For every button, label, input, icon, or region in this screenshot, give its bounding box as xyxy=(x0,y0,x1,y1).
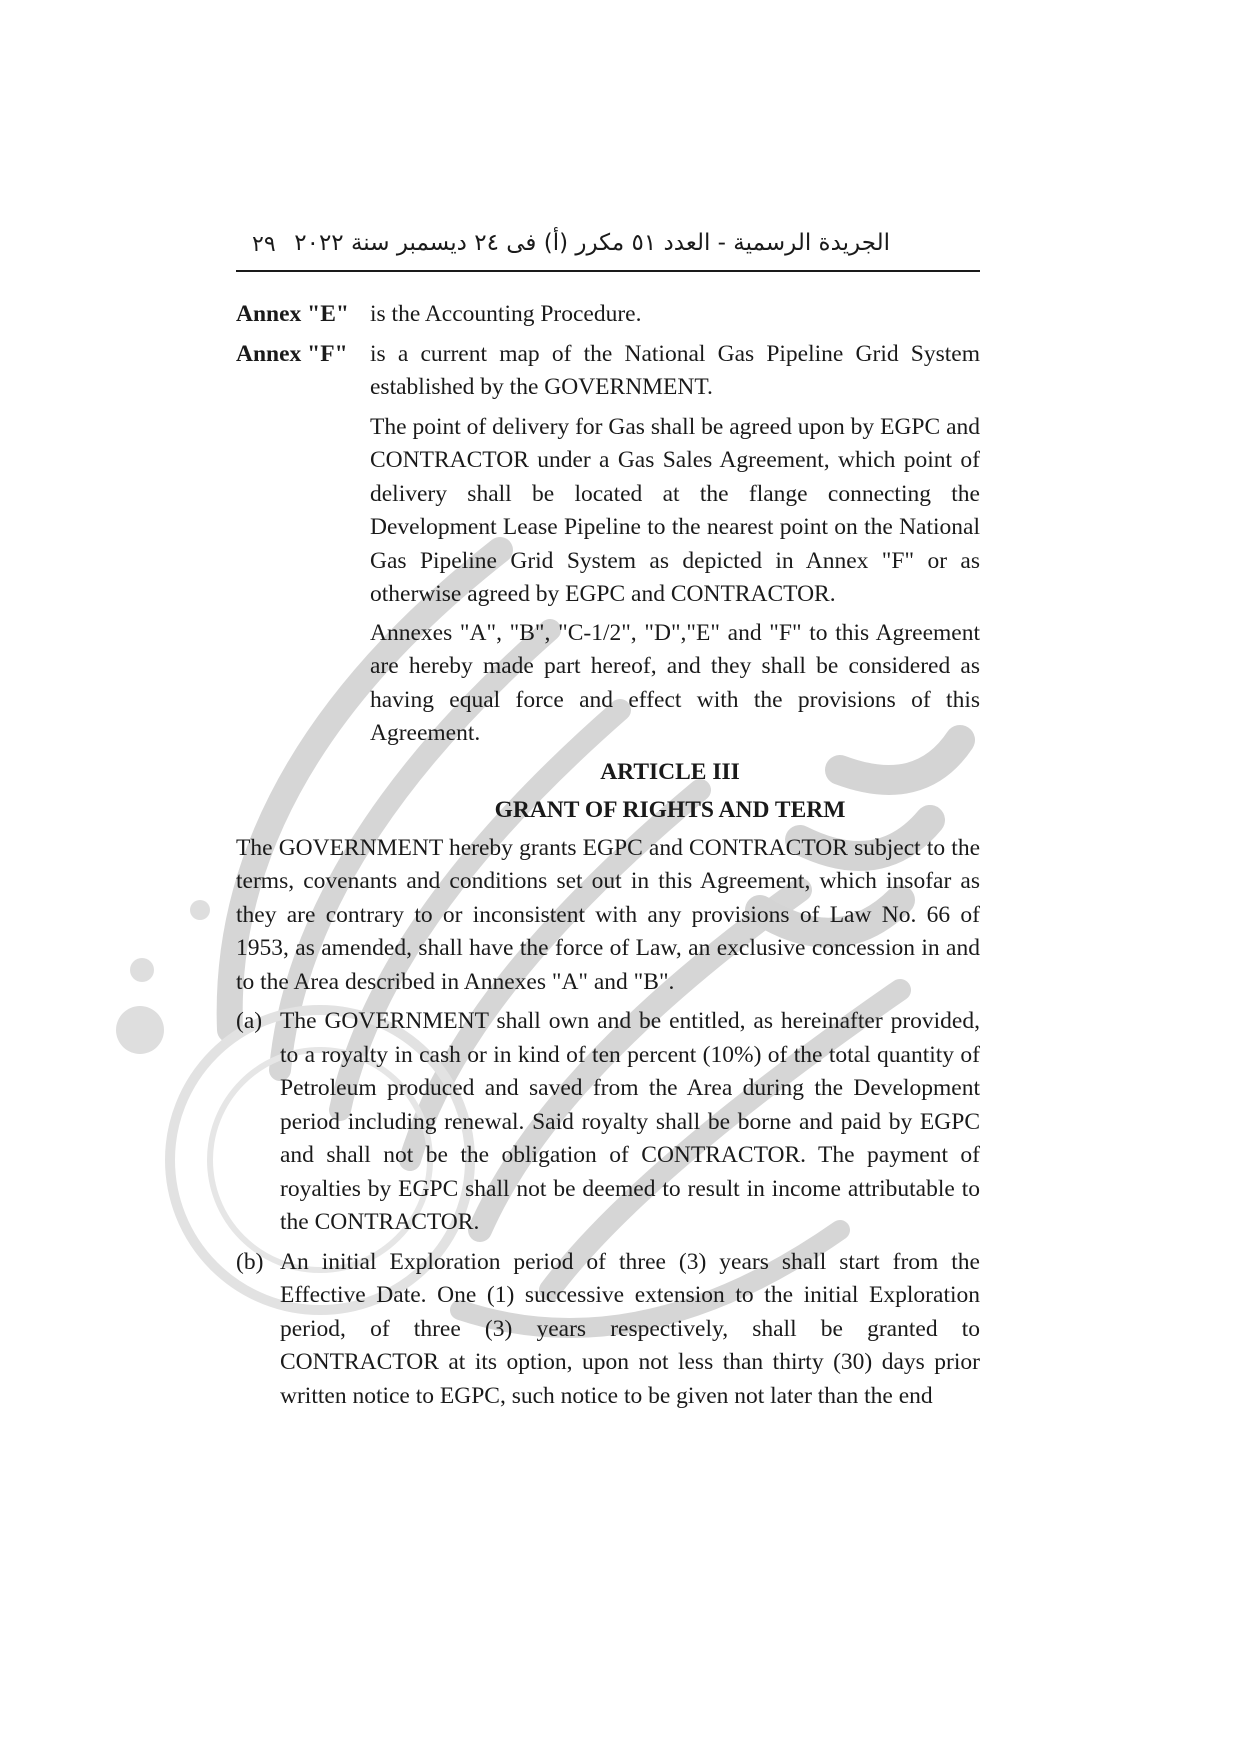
document-body xyxy=(236,298,980,1419)
delivery-paragraph: The point of delivery for Gas shall be agreed upon by EGPC and CONTRACTOR under a Gas Sales Agreement, which point of delivery shall be located at the flange connecting the Development Lease Pipeline to the nearest point on the National Gas Pipeline Grid System as depicted in Annex "F" or as otherwise agreed by EGPC and CONTRACTOR. xyxy=(370,413,980,607)
annex-label: Annex "F" xyxy=(236,340,348,367)
annex-row xyxy=(236,298,980,332)
list-item xyxy=(236,1005,980,1240)
annex-text: is the Accounting Procedure. xyxy=(370,301,642,327)
page-header xyxy=(236,226,980,272)
item-text: An initial Exploration period of three (3) years shall start from the Effective Date. One (1) successive extension to the initial Exploration period, of three (3) years respectively, shall be granted to CONTRACTOR at its option, upon not less than thirty (30) days prior written notice to EGPC, such notice to be given not later than the end xyxy=(280,1248,980,1409)
list-item xyxy=(236,1246,980,1414)
item-label: (b) xyxy=(236,1248,264,1275)
annex-row xyxy=(236,338,980,405)
article-intro: The GOVERNMENT hereby grants EGPC and CONTRACTOR subject to the terms, covenants and conditions set out in this Agreement, which insofar as they are contrary to or inconsistent with any provisions of Law No. 66 of 1953, as amended, shall have the force of Law, an exclusive concession in and to the Area described in Annexes "A" and "B". xyxy=(236,834,980,995)
item-label: (a) xyxy=(236,1008,263,1034)
annex-label: Annex "E" xyxy=(236,301,349,327)
article-title: GRANT OF RIGHTS AND TERM xyxy=(494,797,846,823)
gazette-title: الجريدة الرسمية - العدد ٥١ مكرر (أ) فى ٢٤ ديسمبر سنة ٢٠٢٢ xyxy=(294,230,890,256)
page-number: ٢٩ xyxy=(252,232,276,257)
article-number: ARTICLE III xyxy=(600,758,740,785)
annexes-paragraph: Annexes "A", "B", "C-1/2", "D","E" and "F" to this Agreement are hereby made part hereof, and they shall be considered as having equal force and effect with the provisions of this Agreement. xyxy=(370,619,980,746)
item-text: The GOVERNMENT shall own and be entitled, as hereinafter provided, to a royalty in cash or in kind of ten percent (10%) of the total quantity of Petroleum produced and saved from the Area during the Development period including renewal. Said royalty shall be borne and paid by EGPC and shall not be the obligation of CONTRACTOR. The payment of royalties by EGPC shall not be deemed to result in income attributable to the CONTRACTOR. xyxy=(280,1008,980,1235)
annex-text: is a current map of the National Gas Pipeline Grid System established by the GOVERNMENT. xyxy=(370,340,980,400)
